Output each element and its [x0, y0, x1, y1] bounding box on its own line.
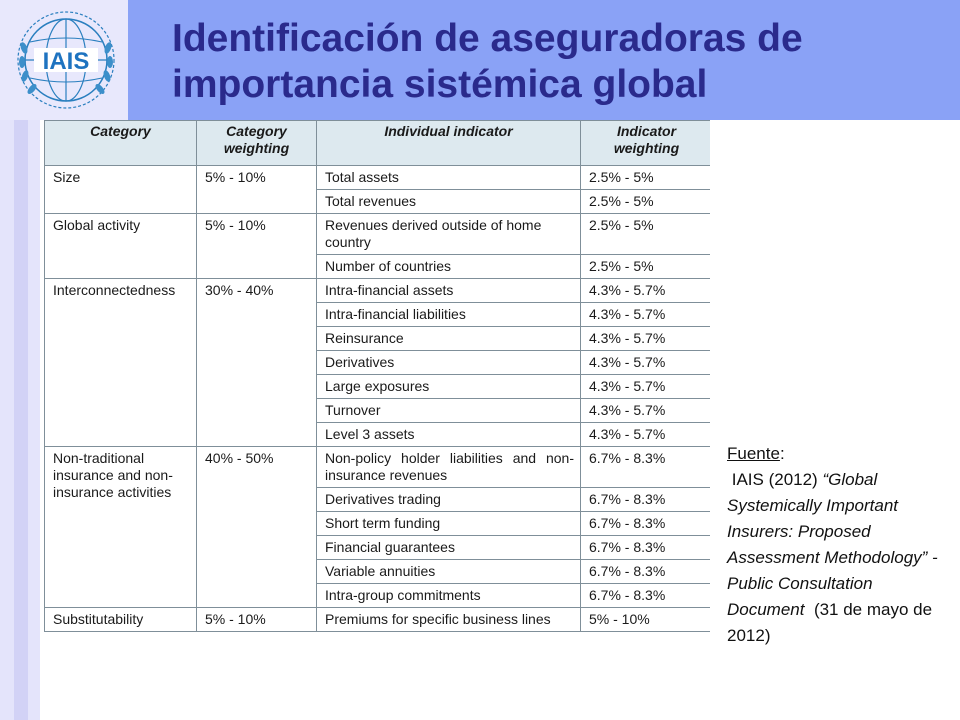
indicator-weighting-cell: 4.3% - 5.7%	[581, 375, 711, 399]
indicator-weighting-cell: 4.3% - 5.7%	[581, 423, 711, 447]
indicator-cell: Intra-financial liabilities	[317, 303, 581, 327]
header-individual-indicator: Individual indicator	[317, 121, 581, 166]
category-cell: Interconnectedness	[45, 279, 197, 447]
category-cell: Size	[45, 166, 197, 214]
source-label: Fuente	[727, 444, 780, 463]
table-row	[45, 166, 711, 190]
source-colon: :	[779, 444, 785, 463]
svg-text:IAIS: IAIS	[42, 48, 90, 75]
category-cell: Global activity	[45, 214, 197, 279]
indicator-weighting-cell: 4.3% - 5.7%	[581, 327, 711, 351]
page-title-line-1: Identificación de aseguradoras de	[172, 17, 803, 60]
indicator-weighting-cell: 4.3% - 5.7%	[581, 279, 711, 303]
category-weighting-cell: 30% - 40%	[197, 279, 317, 447]
indicator-weighting-cell: 6.7% - 8.3%	[581, 447, 711, 488]
indicator-cell: Level 3 assets	[317, 423, 581, 447]
table-row	[45, 214, 711, 255]
indicator-cell: Revenues derived outside of home country	[317, 214, 581, 255]
source-date: (31 de mayo de 2012)	[727, 600, 933, 645]
iais-logo	[14, 8, 118, 112]
category-weighting-cell: 40% - 50%	[197, 447, 317, 608]
indicator-cell: Total assets	[317, 166, 581, 190]
header-category: Category	[45, 121, 197, 166]
indicator-cell: Financial guarantees	[317, 536, 581, 560]
page-title	[172, 16, 803, 108]
indicator-weighting-cell: 6.7% - 8.3%	[581, 560, 711, 584]
indicator-weighting-cell: 4.3% - 5.7%	[581, 303, 711, 327]
category-weighting-cell: 5% - 10%	[197, 608, 317, 632]
indicator-weighting-cell: 6.7% - 8.3%	[581, 488, 711, 512]
indicator-weighting-cell: 2.5% - 5%	[581, 190, 711, 214]
indicator-weighting-cell: 6.7% - 8.3%	[581, 512, 711, 536]
page-title-line-2: importancia sistémica global	[172, 63, 708, 106]
indicator-cell: Total revenues	[317, 190, 581, 214]
indicator-cell: Non-policy holder liabilities and non-insurance revenues	[317, 447, 581, 488]
indicator-weighting-cell: 4.3% - 5.7%	[581, 351, 711, 375]
indicator-cell: Derivatives	[317, 351, 581, 375]
indicator-cell: Number of countries	[317, 255, 581, 279]
table-header-row	[45, 121, 711, 166]
indicator-cell: Intra-financial assets	[317, 279, 581, 303]
indicator-cell: Derivatives trading	[317, 488, 581, 512]
header-category-weighting: Category weighting	[197, 121, 317, 166]
category-cell: Substitutability	[45, 608, 197, 632]
category-weighting-cell: 5% - 10%	[197, 214, 317, 279]
table-row	[45, 447, 711, 488]
source-author: IAIS (2012)	[731, 470, 823, 489]
indicator-cell: Short term funding	[317, 512, 581, 536]
source-note	[727, 441, 952, 649]
indicator-cell: Reinsurance	[317, 327, 581, 351]
table-row	[45, 608, 711, 632]
indicator-cell: Intra-group commitments	[317, 584, 581, 608]
source-title: “Global Systemically Important Insurers: Proposed Assessment Methodology” - Public Consultation Document	[727, 470, 938, 619]
indicator-cell: Turnover	[317, 399, 581, 423]
indicator-weighting-cell: 2.5% - 5%	[581, 166, 711, 190]
indicator-cell: Variable annuities	[317, 560, 581, 584]
header-indicator-weighting: Indicator weighting	[581, 121, 711, 166]
indicator-weighting-cell: 5% - 10%	[581, 608, 711, 632]
indicator-weighting-cell: 4.3% - 5.7%	[581, 399, 711, 423]
indicator-weighting-cell: 6.7% - 8.3%	[581, 536, 711, 560]
indicator-table-image	[44, 120, 710, 720]
indicator-cell: Premiums for specific business lines	[317, 608, 581, 632]
category-weighting-cell: 5% - 10%	[197, 166, 317, 214]
category-cell: Non-traditional insurance and non-insurance activities	[45, 447, 197, 608]
table-row	[45, 279, 711, 303]
indicator-weighting-cell: 6.7% - 8.3%	[581, 584, 711, 608]
indicator-weighting-cell: 2.5% - 5%	[581, 255, 711, 279]
indicator-cell: Large exposures	[317, 375, 581, 399]
indicator-weighting-cell: 2.5% - 5%	[581, 214, 711, 255]
indicator-table	[44, 120, 710, 632]
